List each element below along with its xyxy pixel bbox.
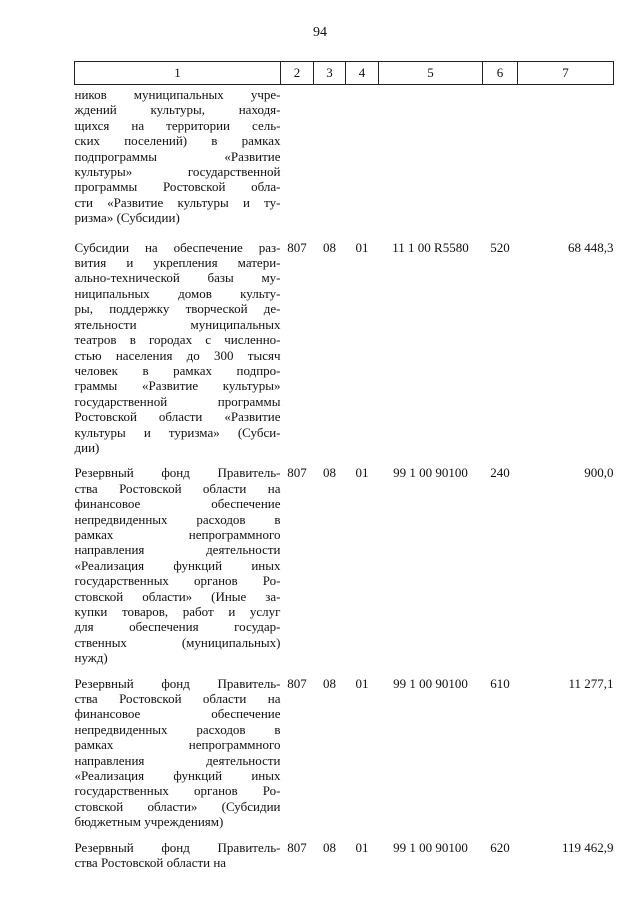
column-header-6: 6 <box>483 62 518 85</box>
description-line: культуры и туризма» (Субси- <box>74 424 281 440</box>
column-header-7: 7 <box>518 62 614 85</box>
table-row <box>75 840 614 881</box>
description-line: рамках непрограммного <box>74 737 281 753</box>
table-row <box>75 85 614 240</box>
description-line: Резервный фонд Правитель- <box>74 465 281 481</box>
description-line: ственных (муниципальных) <box>74 634 281 650</box>
cell-subsection-code <box>346 85 379 240</box>
description-line: государственной программы <box>74 393 281 409</box>
cell-section-code: 08 <box>323 239 336 255</box>
cell-amount: 68 448,3 <box>568 239 614 255</box>
cell-expense-type-code: 520 <box>490 239 510 255</box>
description-line: граммы «Развитие культуры» <box>74 378 281 394</box>
description-line: финансовое обеспечение <box>74 496 281 512</box>
description-line: ников муниципальных учре- <box>74 87 281 102</box>
cell-target-article-code: 11 1 00 R5580 <box>392 239 469 255</box>
description-line: человек в рамках подпро- <box>74 362 281 378</box>
cell-expense-type-code: 240 <box>490 465 510 481</box>
cell-subsection-code: 01 <box>355 839 369 855</box>
cell-chapter-code: 807 <box>287 675 307 691</box>
description-line: ры, поддержку творческой де- <box>74 301 281 317</box>
description-line: для обеспечения государ- <box>74 619 281 635</box>
description-line: ждений культуры, находя- <box>74 102 281 118</box>
cell-chapter-code: 807 <box>287 839 307 855</box>
description-line: непредвиденных расходов в <box>74 511 281 527</box>
cell-amount: 119 462,9 <box>561 839 614 855</box>
description-line: ниципальных домов культу- <box>74 285 281 301</box>
description-line: ятельности муниципальных <box>74 316 281 332</box>
column-header-1: 1 <box>75 62 281 85</box>
description-line: Резервный фонд Правитель- <box>74 675 281 691</box>
table-row <box>75 676 614 840</box>
description-line: государственных органов Ро- <box>74 783 281 799</box>
description-line: Резервный фонд Правитель- <box>74 839 281 855</box>
cell-target-article-code: 99 1 00 90100 <box>393 465 468 481</box>
description-line: Ростовской области «Развитие <box>74 409 281 425</box>
description-line: направления деятельности <box>74 542 281 558</box>
cell-amount <box>518 85 614 240</box>
cell-target-article-code: 99 1 00 90100 <box>393 675 468 691</box>
description-line: бюджетным учреждениям) <box>74 814 224 830</box>
description-line: ства Ростовской области на <box>74 691 281 707</box>
description-line: стовской области» (Иные за- <box>74 588 281 604</box>
description-line: Субсидии на обеспечение раз- <box>74 239 281 255</box>
cell-section-code: 08 <box>323 675 336 691</box>
description-line: вития и укрепления матери- <box>74 255 281 271</box>
header-row <box>75 62 614 85</box>
description-line: купки товаров, работ и услуг <box>74 604 281 619</box>
column-header-3: 3 <box>314 62 346 85</box>
description-line: «Реализация функций иных <box>74 557 281 573</box>
cell-subsection-code: 01 <box>355 239 369 255</box>
table-row <box>75 465 614 675</box>
cell-chapter-code <box>281 85 314 240</box>
cell-description <box>75 840 281 881</box>
description-line: ства Ростовской области на <box>74 480 281 496</box>
cell-amount: 900,0 <box>584 465 614 481</box>
description-line: щихся на территории сель- <box>74 117 281 133</box>
cell-target-article-code: 99 1 00 90100 <box>393 839 468 855</box>
cell-expense-type-code: 610 <box>490 675 510 691</box>
cell-expense-type-code <box>483 85 518 240</box>
cell-chapter-code: 807 <box>287 465 307 481</box>
table-body <box>75 85 614 881</box>
cell-description <box>75 676 281 840</box>
column-header-4: 4 <box>346 62 379 85</box>
description-line: культуры» государственной <box>74 164 281 180</box>
cell-expense-type-code: 620 <box>490 839 510 855</box>
cell-description <box>75 240 281 466</box>
cell-description <box>75 85 281 240</box>
cell-section-code: 08 <box>323 465 336 481</box>
description-line: государственных органов Ро- <box>74 573 281 589</box>
description-line: сти «Развитие культуры и ту- <box>74 194 281 210</box>
description-line: «Реализация функций иных <box>74 768 281 784</box>
column-header-2: 2 <box>281 62 314 85</box>
cell-section-code <box>314 85 346 240</box>
description-line: театров в городах с численно- <box>74 332 281 348</box>
cell-subsection-code: 01 <box>355 675 369 691</box>
cell-section-code: 08 <box>323 839 336 855</box>
description-line: непредвиденных расходов в <box>74 721 281 737</box>
description-line: подпрограммы «Развитие <box>74 148 281 164</box>
cell-subsection-code: 01 <box>355 465 369 481</box>
column-header-5: 5 <box>379 62 483 85</box>
description-line: ризма» (Субсидии) <box>74 210 180 226</box>
description-line: дии) <box>74 439 100 455</box>
page-number: 94 <box>313 25 327 40</box>
description-line: программы Ростовской обла- <box>74 179 281 195</box>
budget-table <box>74 61 614 881</box>
cell-target-article-code <box>379 85 483 240</box>
table-header <box>75 62 614 85</box>
cell-chapter-code: 807 <box>287 239 307 255</box>
description-line: ских поселений) в рамках <box>74 133 281 149</box>
description-line: стью населения до 300 тысяч <box>74 347 281 363</box>
description-line: направления деятельности <box>74 752 281 768</box>
cell-description <box>75 465 281 675</box>
description-line: ально-технической базы му- <box>74 270 281 286</box>
cell-amount: 11 277,1 <box>568 675 614 691</box>
description-line: финансовое обеспечение <box>74 706 281 722</box>
description-line: нужд) <box>74 650 108 666</box>
description-line: ства Ростовской области на <box>74 855 227 871</box>
description-line: рамках непрограммного <box>74 526 281 542</box>
description-line: стовской области» (Субсидии <box>74 798 281 814</box>
table-row <box>75 240 614 466</box>
